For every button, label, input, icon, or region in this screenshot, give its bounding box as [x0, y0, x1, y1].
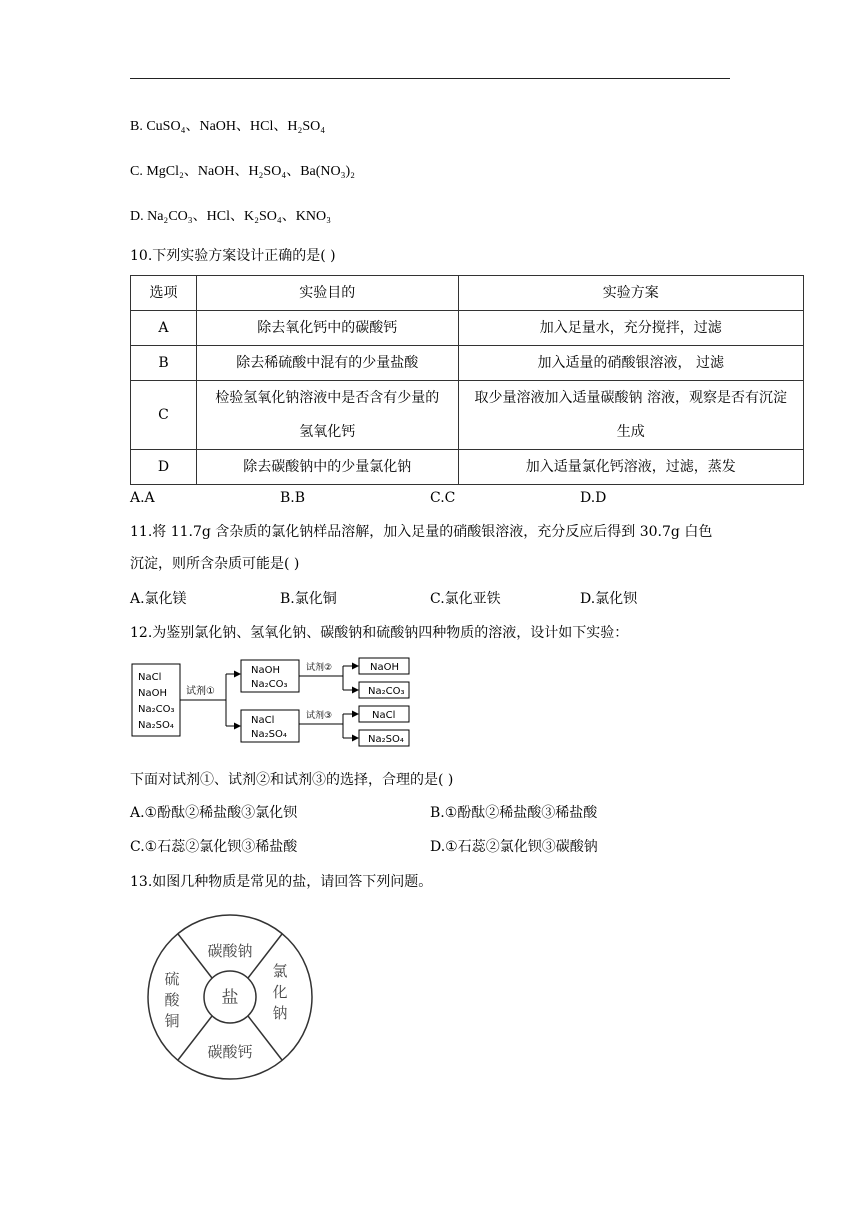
row-purpose: 除去碳酸钠中的少量氯化钠 — [196, 450, 458, 485]
start-item: Na₂SO₄ — [138, 720, 174, 731]
row-purpose: 除去氧化钙中的碳酸钙 — [196, 311, 458, 346]
q12-stem: 12.为鉴别氯化钠、氢氧化钠、碳酸钠和硫酸钠四种物质的溶液，设计如下实验： — [130, 625, 629, 641]
reagent2-label: 试剂② — [306, 663, 333, 673]
q12-answer-a: A.①酚酞②稀盐酸③氯化钡 — [130, 805, 298, 821]
row-plan: 加入适量氯化钙溶液，过滤，蒸发 — [458, 450, 803, 485]
q11-answer-a: A.氯化镁 — [130, 591, 187, 607]
divider-line — [248, 1016, 282, 1060]
q12-answer-b: B.①酚酞②稀盐酸③稀盐酸 — [430, 805, 598, 821]
center-label: 盐 — [221, 988, 239, 1008]
q11-line2: 沉淀，则所含杂质可能是( ) — [130, 556, 300, 572]
row-purpose — [196, 381, 458, 450]
q12-flow-diagram — [128, 654, 418, 750]
left-label-char: 铜 — [164, 1012, 180, 1030]
out-item: Na₂CO₃ — [368, 686, 405, 697]
q12-answer-d: D.①石蕊②氯化钡③碳酸钠 — [430, 839, 598, 855]
q11-answer-b: B.氯化铜 — [280, 591, 337, 607]
right-label-char: 化 — [272, 983, 288, 1001]
right-label-char: 氯 — [272, 962, 288, 980]
header-rule — [130, 78, 730, 79]
q9-option-c: C. MgCl₂、NaOH、H₂SO₄、Ba(NO₃)₂ — [130, 164, 356, 179]
header-plan: 实验方案 — [458, 276, 803, 311]
row-plan — [458, 381, 803, 450]
row-plan-line: 取少量溶液加入适量碳酸钠 溶液，观察是否有沉淀 — [474, 390, 787, 406]
row-option: D — [131, 450, 197, 485]
q10-stem: 10.下列实验方案设计正确的是( ) — [130, 248, 336, 264]
q10-answer-a: A.A — [130, 490, 155, 506]
q10-answer-b: B.B — [280, 490, 306, 506]
group2-item: NaCl — [251, 715, 275, 726]
q12-answer-c: C.①石蕊②氯化钡③稀盐酸 — [130, 839, 298, 855]
out-item: NaOH — [370, 662, 399, 673]
reagent1-label: 试剂① — [186, 686, 215, 697]
left-label-char: 硫 — [164, 970, 180, 988]
header-purpose: 实验目的 — [196, 276, 458, 311]
table-row — [131, 311, 804, 346]
group2-item: Na₂SO₄ — [251, 729, 287, 740]
q13-stem: 13.如图几种物质是常见的盐，请回答下列问题。 — [130, 874, 433, 890]
q9-option-b: B. CuSO₄、NaOH、HCl、H₂SO₄ — [130, 119, 326, 134]
start-item: Na₂CO₃ — [138, 704, 175, 715]
table-header-row — [131, 276, 804, 311]
row-purpose-line: 氢氧化钙 — [299, 424, 356, 440]
q11-answer-d: D.氯化钡 — [580, 591, 638, 607]
row-option: C — [131, 381, 197, 450]
bottom-label: 碳酸钙 — [207, 1043, 253, 1061]
out-item: NaCl — [372, 710, 396, 721]
table-row — [131, 346, 804, 381]
row-plan: 加入适量的硝酸银溶液， 过滤 — [458, 346, 803, 381]
group1-item: NaOH — [251, 665, 280, 676]
start-item: NaCl — [138, 672, 162, 683]
q12-question: 下面对试剂①、试剂②和试剂③的选择，合理的是( ) — [130, 772, 454, 788]
q10-experiment-table — [130, 275, 804, 485]
q10-answer-c: C.C — [430, 490, 456, 506]
table-row — [131, 381, 804, 450]
table-row — [131, 450, 804, 485]
reagent3-label: 试剂③ — [306, 711, 333, 721]
out-item: Na₂SO₄ — [368, 734, 404, 745]
row-purpose-line: 检验氢氧化钠溶液中是否含有少量的 — [215, 390, 440, 406]
header-option: 选项 — [131, 276, 197, 311]
group1-item: Na₂CO₃ — [251, 679, 288, 690]
q10-answer-d: D.D — [580, 490, 607, 506]
top-label: 碳酸钠 — [207, 942, 253, 960]
row-purpose: 除去稀硫酸中混有的少量盐酸 — [196, 346, 458, 381]
row-option: B — [131, 346, 197, 381]
row-option: A — [131, 311, 197, 346]
row-plan: 加入足量水，充分搅拌，过滤 — [458, 311, 803, 346]
q11-answer-c: C.氯化亚铁 — [430, 591, 501, 607]
q13-salt-wheel — [138, 912, 328, 1087]
start-item: NaOH — [138, 688, 167, 699]
right-label-char: 钠 — [272, 1004, 288, 1022]
left-label-char: 酸 — [164, 991, 180, 1009]
q9-option-d: D. Na₂CO₃、HCl、K₂SO₄、KNO₃ — [130, 209, 331, 224]
row-plan-line: 生成 — [616, 424, 645, 440]
q11-line1: 11.将 11.7g 含杂质的氯化钠样品溶解，加入足量的硝酸银溶液，充分反应后得到 30.7g 白色 — [130, 524, 713, 540]
